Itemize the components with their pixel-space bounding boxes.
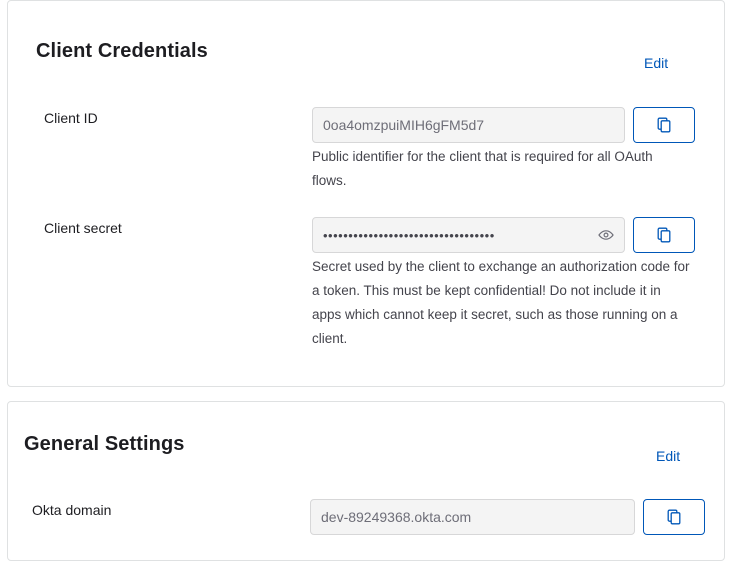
client-id-input[interactable] — [312, 107, 625, 143]
client-id-value: 0oa4omzpuiMIH6gFM5d7 — [323, 117, 485, 133]
okta-domain-label: Okta domain — [32, 502, 112, 518]
client-id-label: Client ID — [44, 110, 98, 126]
copy-okta-domain-button[interactable] — [643, 499, 705, 535]
client-id-help: Public identifier for the client that is required for all OAuth flows. — [312, 149, 653, 188]
copy-client-secret-button[interactable] — [633, 217, 695, 253]
copy-icon — [656, 227, 672, 243]
client-secret-label: Client secret — [44, 220, 122, 236]
edit-credentials-button[interactable]: Edit — [640, 53, 672, 73]
eye-icon[interactable] — [598, 229, 614, 241]
client-id-row — [312, 107, 695, 143]
edit-general-settings-button[interactable]: Edit — [652, 446, 684, 466]
okta-domain-row — [310, 499, 705, 535]
copy-icon — [656, 117, 672, 133]
okta-domain-input[interactable] — [310, 499, 635, 535]
general-settings-title: General Settings — [24, 433, 185, 455]
client-secret-help: Secret used by the client to exchange an authorization code for a token. This must be kept confidential! Do not include it in apps which cannot keep it secret, such as those running on a client. — [312, 259, 690, 346]
copy-icon — [666, 509, 682, 525]
client-secret-input[interactable] — [312, 217, 625, 253]
client-secret-value: •••••••••••••••••••••••••••••••••• — [323, 227, 495, 243]
okta-domain-value: dev-89249368.okta.com — [321, 509, 472, 525]
page-title: Client Credentials — [36, 40, 208, 62]
client-secret-row — [312, 217, 695, 253]
general-settings-card — [7, 401, 725, 561]
copy-client-id-button[interactable] — [633, 107, 695, 143]
